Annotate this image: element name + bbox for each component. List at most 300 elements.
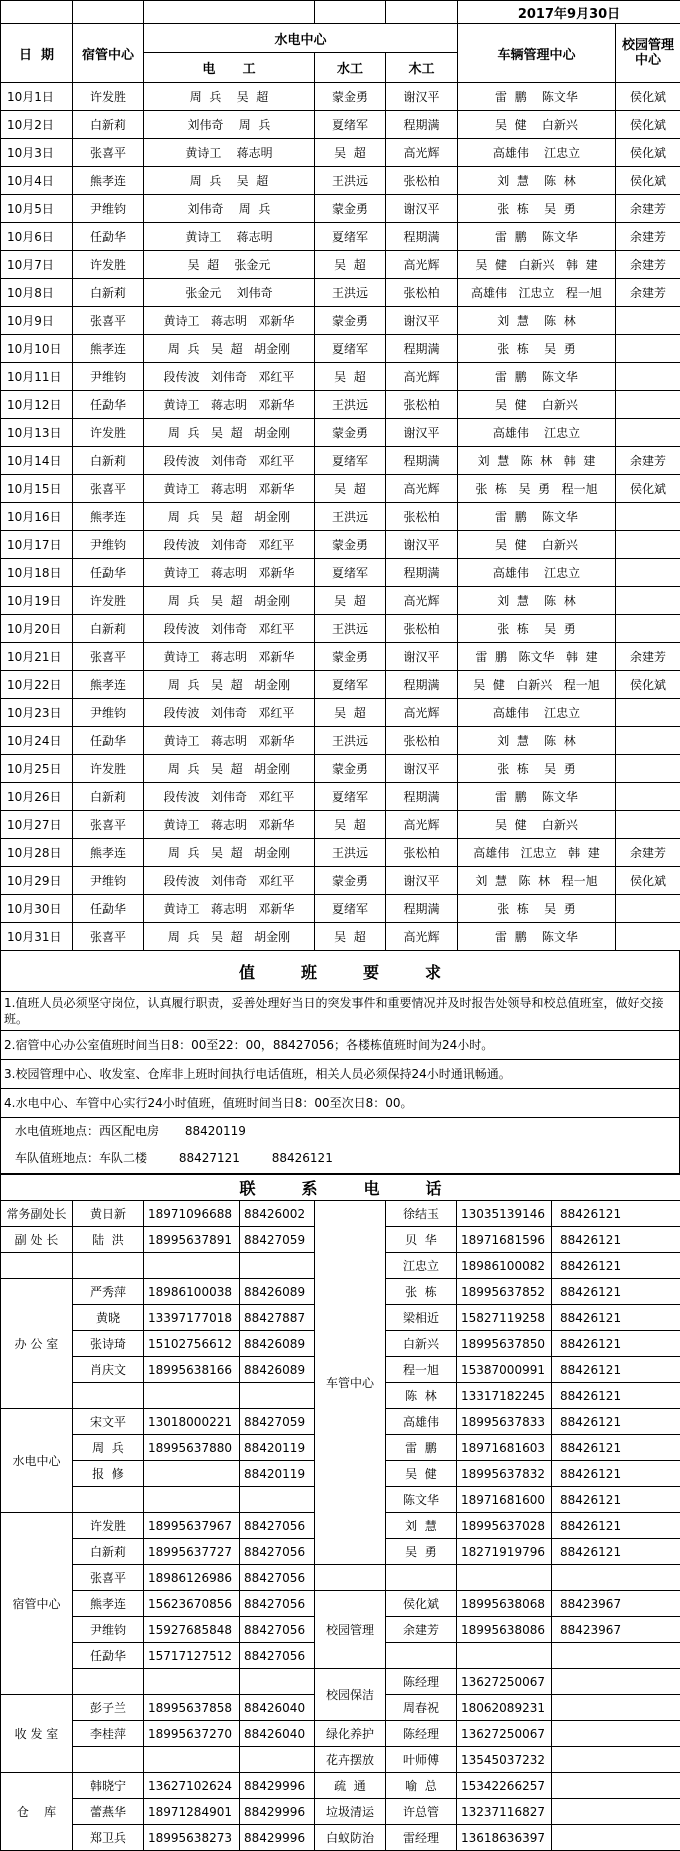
- dorm-duty: 尹维钧: [73, 531, 144, 559]
- contact-mobile: 13545037232: [457, 1747, 552, 1773]
- vehicle-duty: 刘 慧 陈 林: [458, 587, 616, 615]
- contact-phone: [240, 1747, 315, 1773]
- campus-duty: [616, 895, 680, 923]
- dorm-duty: 任勐华: [73, 727, 144, 755]
- contact-dept: [315, 1565, 386, 1591]
- duty-date: 10月14日: [1, 447, 73, 475]
- contact-name: 黄日新: [73, 1201, 144, 1227]
- vehicle-duty: 高雄伟 江忠立: [458, 139, 616, 167]
- dorm-duty: 张喜平: [73, 811, 144, 839]
- contact-name: [73, 1487, 144, 1513]
- vehicle-duty: 张 栋 吴 勇 程一旭: [458, 475, 616, 503]
- contact-row: [1, 1591, 680, 1617]
- contact-phone: 88423967: [552, 1617, 680, 1643]
- contact-mobile: [144, 1461, 240, 1487]
- carpenter-duty: 程期满: [386, 447, 458, 475]
- dorm-duty: 白新莉: [73, 615, 144, 643]
- schedule-row: [1, 839, 680, 867]
- carpenter-duty: 程期满: [386, 783, 458, 811]
- electrician-duty: 黄诗工 蒋志明 邓新华: [144, 811, 315, 839]
- plumber-duty: 蒙金勇: [315, 755, 386, 783]
- requirement-item: 2.宿管中心办公室值班时间当日8：00至22：00，88427056；各楼栋值班时间为24小时。: [1, 1031, 680, 1060]
- sub-header-electrician: 电 工: [144, 53, 315, 83]
- vehicle-duty: 高雄伟 江忠立 程一旭: [458, 279, 616, 307]
- plumber-duty: 蒙金勇: [315, 307, 386, 335]
- campus-duty: 侯化斌: [616, 83, 680, 111]
- water-elec-duty-location: [1, 1118, 680, 1144]
- contact-mobile: 15623670856: [144, 1591, 240, 1617]
- contact-name: 张 栋: [386, 1279, 457, 1305]
- contact-name: 周 兵: [73, 1435, 144, 1461]
- plumber-duty: 夏绪军: [315, 559, 386, 587]
- schedule-row: [1, 447, 680, 475]
- duty-date: 10月11日: [1, 363, 73, 391]
- duty-date: 10月30日: [1, 895, 73, 923]
- duty-date: 10月9日: [1, 307, 73, 335]
- contact-phone: 88426121: [552, 1383, 680, 1409]
- contact-name: 彭子兰: [73, 1695, 144, 1721]
- contact-name: 叶师傅: [386, 1747, 457, 1773]
- campus-duty: [616, 923, 680, 951]
- electrician-duty: 段传波 刘伟奇 邓红平: [144, 447, 315, 475]
- contact-name: 李桂萍: [73, 1721, 144, 1747]
- duty-date: 10月12日: [1, 391, 73, 419]
- contact-name: 高雄伟: [386, 1409, 457, 1435]
- schedule-row: [1, 335, 680, 363]
- duty-date: 10月17日: [1, 531, 73, 559]
- contact-phone: 88426121: [552, 1279, 680, 1305]
- duty-date: 10月23日: [1, 699, 73, 727]
- dorm-duty: 白新莉: [73, 447, 144, 475]
- campus-duty: 余建芳: [616, 643, 680, 671]
- electrician-duty: 黄诗工 蒋志明 邓新华: [144, 391, 315, 419]
- contact-dept: 校园管理: [315, 1591, 386, 1669]
- duty-date: 10月28日: [1, 839, 73, 867]
- campus-duty: [616, 727, 680, 755]
- contact-name: 张诗琦: [73, 1331, 144, 1357]
- contact-mobile: 15342266257: [457, 1773, 552, 1799]
- campus-duty: 侯化斌: [616, 475, 680, 503]
- carpenter-duty: 张松柏: [386, 839, 458, 867]
- duty-date: 10月29日: [1, 867, 73, 895]
- duty-date: 10月22日: [1, 671, 73, 699]
- sub-header-carpenter: 木工: [386, 53, 458, 83]
- plumber-duty: 蒙金勇: [315, 83, 386, 111]
- col-header-dorm: 宿管中心: [73, 24, 144, 83]
- vehicle-duty: 雷 鹏 陈文华: [458, 83, 616, 111]
- schedule-row: [1, 83, 680, 111]
- schedule-row: [1, 867, 680, 895]
- contact-name: [73, 1747, 144, 1773]
- contact-name: 任勐华: [73, 1643, 144, 1669]
- carpenter-duty: 高光辉: [386, 363, 458, 391]
- requirement-item: 4.水电中心、车管中心实行24小时值班，值班时间当日8：00至次日8：00。: [1, 1089, 680, 1118]
- plumber-duty: 蒙金勇: [315, 195, 386, 223]
- contact-name: 吴 健: [386, 1461, 457, 1487]
- carpenter-duty: 高光辉: [386, 139, 458, 167]
- duty-date: 10月27日: [1, 811, 73, 839]
- contact-row: [1, 1721, 680, 1747]
- contact-mobile: 18971284901: [144, 1799, 240, 1825]
- dorm-duty: 张喜平: [73, 923, 144, 951]
- dorm-duty: 许发胜: [73, 755, 144, 783]
- contact-mobile: 18986100038: [144, 1279, 240, 1305]
- contact-mobile: 15927685848: [144, 1617, 240, 1643]
- contact-phone: [552, 1669, 680, 1695]
- electrician-duty: 周 兵 吴 超: [144, 83, 315, 111]
- contact-phone: 88427059: [240, 1409, 315, 1435]
- plumber-duty: 王洪远: [315, 727, 386, 755]
- dorm-duty: 尹维钧: [73, 699, 144, 727]
- campus-duty: [616, 699, 680, 727]
- contact-name: 喻 总: [386, 1773, 457, 1799]
- contact-name: 雷经理: [386, 1825, 457, 1851]
- vehicle-duty: 吴 健 白新兴: [458, 811, 616, 839]
- schedule-row: [1, 587, 680, 615]
- carpenter-duty: 高光辉: [386, 251, 458, 279]
- duty-date: 10月31日: [1, 923, 73, 951]
- electrician-duty: 黄诗工 蒋志明 邓新华: [144, 559, 315, 587]
- plumber-duty: 吴 超: [315, 811, 386, 839]
- contact-dept: 办 公 室: [1, 1279, 73, 1409]
- contact-phone: 88426089: [240, 1357, 315, 1383]
- duty-date: 10月20日: [1, 615, 73, 643]
- contact-phone: 88426089: [240, 1331, 315, 1357]
- document-date: 2017年9月30日: [458, 1, 680, 24]
- vehicle-duty: 吴 健 白新兴: [458, 531, 616, 559]
- contact-name: [73, 1383, 144, 1409]
- requirements-section: [0, 951, 680, 1174]
- schedule-row: [1, 139, 680, 167]
- contact-phone: 88427056: [240, 1565, 315, 1591]
- contact-dept: 白蚁防治: [315, 1825, 386, 1851]
- electrician-duty: 周 兵 吴 超 胡金刚: [144, 671, 315, 699]
- contact-phone: 88426121: [552, 1357, 680, 1383]
- contact-phone: 88426121: [552, 1201, 680, 1227]
- contact-row: [1, 1669, 680, 1695]
- contact-name: 陈 林: [386, 1383, 457, 1409]
- electrician-duty: 黄诗工 蒋志明 邓新华: [144, 643, 315, 671]
- contact-name: 程一旭: [386, 1357, 457, 1383]
- carpenter-duty: 高光辉: [386, 587, 458, 615]
- campus-duty: 侯化斌: [616, 167, 680, 195]
- contact-dept: 绿化养护: [315, 1721, 386, 1747]
- contact-mobile: [144, 1669, 240, 1695]
- contact-name: 郑卫兵: [73, 1825, 144, 1851]
- duty-date: 10月18日: [1, 559, 73, 587]
- contact-phone: 88426121: [552, 1409, 680, 1435]
- campus-duty: [616, 531, 680, 559]
- contact-mobile: [457, 1565, 552, 1591]
- contacts-table: [0, 1174, 680, 1851]
- contact-phone: 88420119: [240, 1435, 315, 1461]
- contact-name: 江忠立: [386, 1253, 457, 1279]
- contact-name: 蕾燕华: [73, 1799, 144, 1825]
- electrician-duty: 黄诗工 蒋志明 邓新华: [144, 475, 315, 503]
- contact-mobile: 18995638086: [457, 1617, 552, 1643]
- campus-duty: 侯化斌: [616, 867, 680, 895]
- duty-date: 10月7日: [1, 251, 73, 279]
- plumber-duty: 蒙金勇: [315, 867, 386, 895]
- electrician-duty: 周 兵 吴 超 胡金刚: [144, 839, 315, 867]
- campus-duty: [616, 587, 680, 615]
- vehicle-duty: 雷 鹏 陈文华: [458, 223, 616, 251]
- contact-name: [386, 1643, 457, 1669]
- contact-name: 许发胜: [73, 1513, 144, 1539]
- vehicle-duty: 吴 健 白新兴: [458, 391, 616, 419]
- contact-mobile: 18995637833: [457, 1409, 552, 1435]
- contact-mobile: 18971681600: [457, 1487, 552, 1513]
- col-header-campus: 校园管理中心: [616, 24, 680, 83]
- campus-duty: [616, 363, 680, 391]
- plumber-duty: 夏绪军: [315, 223, 386, 251]
- plumber-duty: 王洪远: [315, 391, 386, 419]
- electrician-duty: 段传波 刘伟奇 邓红平: [144, 699, 315, 727]
- campus-duty: [616, 783, 680, 811]
- contact-mobile: 18995638166: [144, 1357, 240, 1383]
- contact-mobile: 18971096688: [144, 1201, 240, 1227]
- col-header-date: 日 期: [1, 24, 73, 83]
- plumber-duty: 吴 超: [315, 699, 386, 727]
- contact-mobile: 18995637858: [144, 1695, 240, 1721]
- schedule-row: [1, 811, 680, 839]
- plumber-duty: 吴 超: [315, 475, 386, 503]
- contact-phone: 88426121: [552, 1487, 680, 1513]
- contact-phone: [240, 1383, 315, 1409]
- campus-duty: 余建芳: [616, 251, 680, 279]
- vehicle-duty: 高雄伟 江忠立: [458, 559, 616, 587]
- vehicle-duty: 张 栋 吴 勇: [458, 615, 616, 643]
- contact-phone: 88426121: [552, 1227, 680, 1253]
- dorm-duty: 白新莉: [73, 783, 144, 811]
- location-phone: 88427121: [179, 1151, 240, 1165]
- contact-mobile: 13397177018: [144, 1305, 240, 1331]
- contact-phone: 88420119: [240, 1461, 315, 1487]
- contact-name: 白新莉: [73, 1539, 144, 1565]
- contact-mobile: 13627250067: [457, 1669, 552, 1695]
- requirements-title: 值班要求: [1, 951, 680, 992]
- contact-phone: 88426040: [240, 1695, 315, 1721]
- contact-name: 报 修: [73, 1461, 144, 1487]
- contact-name: 梁相近: [386, 1305, 457, 1331]
- contact-mobile: [144, 1253, 240, 1279]
- dorm-duty: 尹维钧: [73, 363, 144, 391]
- electrician-duty: 黄诗工 蒋志明 邓新华: [144, 895, 315, 923]
- carpenter-duty: 程期满: [386, 895, 458, 923]
- electrician-duty: 段传波 刘伟奇 邓红平: [144, 531, 315, 559]
- contact-phone: 88427887: [240, 1305, 315, 1331]
- schedule-row: [1, 475, 680, 503]
- duty-date: 10月3日: [1, 139, 73, 167]
- plumber-duty: 吴 超: [315, 363, 386, 391]
- dorm-duty: 熊孝连: [73, 671, 144, 699]
- contact-phone: 88427056: [240, 1591, 315, 1617]
- schedule-row: [1, 363, 680, 391]
- campus-duty: [616, 811, 680, 839]
- contacts-title: 联系电话: [1, 1175, 680, 1201]
- dorm-duty: 尹维钧: [73, 867, 144, 895]
- location-label: 车队值班地点：车队二楼: [15, 1151, 147, 1165]
- contact-phone: [552, 1825, 680, 1851]
- contact-name: 刘 慧: [386, 1513, 457, 1539]
- electrician-duty: 周 兵 吴 超 胡金刚: [144, 503, 315, 531]
- schedule-row: [1, 615, 680, 643]
- plumber-duty: 夏绪军: [315, 783, 386, 811]
- contact-phone: 88426121: [552, 1435, 680, 1461]
- duty-date: 10月15日: [1, 475, 73, 503]
- contact-phone: [552, 1747, 680, 1773]
- electrician-duty: 黄诗工 蒋志明: [144, 139, 315, 167]
- schedule-row: [1, 895, 680, 923]
- plumber-duty: 夏绪军: [315, 335, 386, 363]
- contact-mobile: 18995637832: [457, 1461, 552, 1487]
- contact-phone: 88426121: [552, 1539, 680, 1565]
- dorm-duty: 任勐华: [73, 391, 144, 419]
- vehicle-duty: 高雄伟 江忠立 韩 建: [458, 839, 616, 867]
- contact-dept: 水电中心: [1, 1409, 73, 1513]
- plumber-duty: 王洪远: [315, 839, 386, 867]
- dorm-duty: 尹维钧: [73, 195, 144, 223]
- contact-mobile: 18995637852: [457, 1279, 552, 1305]
- duty-date: 10月6日: [1, 223, 73, 251]
- contact-dept: 花卉摆放: [315, 1747, 386, 1773]
- plumber-duty: 夏绪军: [315, 447, 386, 475]
- schedule-row: [1, 279, 680, 307]
- duty-date: 10月26日: [1, 783, 73, 811]
- dorm-duty: 张喜平: [73, 307, 144, 335]
- contact-mobile: 18995638068: [457, 1591, 552, 1617]
- contact-phone: 88426002: [240, 1201, 315, 1227]
- plumber-duty: 夏绪军: [315, 111, 386, 139]
- contact-mobile: 18995637967: [144, 1513, 240, 1539]
- contact-mobile: [144, 1383, 240, 1409]
- contact-name: 白新兴: [386, 1331, 457, 1357]
- contact-mobile: 18995637270: [144, 1721, 240, 1747]
- contact-phone: 88426121: [552, 1513, 680, 1539]
- dorm-duty: 熊孝连: [73, 503, 144, 531]
- contact-mobile: 15827119258: [457, 1305, 552, 1331]
- contact-phone: 88427056: [240, 1643, 315, 1669]
- dorm-duty: 任勐华: [73, 895, 144, 923]
- contact-mobile: 18986100082: [457, 1253, 552, 1279]
- dorm-duty: 许发胜: [73, 419, 144, 447]
- campus-duty: [616, 335, 680, 363]
- vehicle-duty: 张 栋 吴 勇: [458, 195, 616, 223]
- contact-phone: 88423967: [552, 1591, 680, 1617]
- requirement-item: 1.值班人员必须坚守岗位，认真履行职责，妥善处理好当日的突发事件和重要情况并及时报告处领导和校总值班室，做好交接班。: [1, 992, 680, 1031]
- carpenter-duty: 谢汉平: [386, 643, 458, 671]
- electrician-duty: 张金元 刘伟奇: [144, 279, 315, 307]
- contact-name: [73, 1669, 144, 1695]
- blank-cell: [1, 1, 73, 24]
- carpenter-duty: 谢汉平: [386, 195, 458, 223]
- vehicle-duty: 吴 健 白新兴 程一旭: [458, 671, 616, 699]
- contact-name: 侯化斌: [386, 1591, 457, 1617]
- dorm-duty: 熊孝连: [73, 167, 144, 195]
- dorm-duty: 许发胜: [73, 251, 144, 279]
- duty-date: 10月21日: [1, 643, 73, 671]
- contact-name: 肖庆文: [73, 1357, 144, 1383]
- contact-rows: [1, 1201, 680, 1851]
- contact-mobile: 13627102624: [144, 1773, 240, 1799]
- contact-phone: [552, 1565, 680, 1591]
- location-phone: 88426121: [272, 1151, 333, 1165]
- duty-date: 10月19日: [1, 587, 73, 615]
- plumber-duty: 吴 超: [315, 139, 386, 167]
- contact-phone: 88427056: [240, 1617, 315, 1643]
- dorm-duty: 熊孝连: [73, 335, 144, 363]
- schedule-row: [1, 419, 680, 447]
- contact-mobile: [457, 1643, 552, 1669]
- dorm-duty: 许发胜: [73, 83, 144, 111]
- contact-row: [1, 1799, 680, 1825]
- contact-phone: [552, 1799, 680, 1825]
- carpenter-duty: 程期满: [386, 111, 458, 139]
- campus-duty: 侯化斌: [616, 111, 680, 139]
- vehicle-duty: 刘 慧 陈 林: [458, 727, 616, 755]
- contact-phone: [552, 1695, 680, 1721]
- dorm-duty: 熊孝连: [73, 839, 144, 867]
- plumber-duty: 蒙金勇: [315, 643, 386, 671]
- plumber-duty: 王洪远: [315, 167, 386, 195]
- blank-cell: [73, 1, 144, 24]
- contact-dept: 副 处 长: [1, 1227, 73, 1253]
- schedule-row: [1, 111, 680, 139]
- contact-mobile: 13237116827: [457, 1799, 552, 1825]
- duty-date: 10月25日: [1, 755, 73, 783]
- contact-mobile: 13627250067: [457, 1721, 552, 1747]
- electrician-duty: 周 兵 吴 超 胡金刚: [144, 923, 315, 951]
- campus-duty: 侯化斌: [616, 139, 680, 167]
- vehicle-duty: 雷 鹏 陈文华: [458, 783, 616, 811]
- carpenter-duty: 高光辉: [386, 923, 458, 951]
- electrician-duty: 刘伟奇 周 兵: [144, 111, 315, 139]
- contact-row: [1, 1747, 680, 1773]
- duty-date: 10月4日: [1, 167, 73, 195]
- contact-name: 雷 鹏: [386, 1435, 457, 1461]
- electrician-duty: 周 兵 吴 超: [144, 167, 315, 195]
- electrician-duty: 周 兵 吴 超 胡金刚: [144, 587, 315, 615]
- contact-name: 许总管: [386, 1799, 457, 1825]
- contact-phone: [240, 1253, 315, 1279]
- electrician-duty: 段传波 刘伟奇 邓红平: [144, 615, 315, 643]
- vehicle-duty: 刘 慧 陈 林 程一旭: [458, 867, 616, 895]
- schedule-row: [1, 307, 680, 335]
- schedule-row: [1, 251, 680, 279]
- vehicle-duty: 雷 鹏 陈文华: [458, 923, 616, 951]
- contact-name: [386, 1565, 457, 1591]
- contact-phone: 88426121: [552, 1253, 680, 1279]
- contact-phone: 88426040: [240, 1721, 315, 1747]
- contact-row: [1, 1565, 680, 1591]
- electrician-duty: 段传波 刘伟奇 邓红平: [144, 363, 315, 391]
- contact-name: 宋文平: [73, 1409, 144, 1435]
- dorm-duty: 张喜平: [73, 643, 144, 671]
- location-phone: 88420119: [185, 1124, 246, 1138]
- dorm-duty: 许发胜: [73, 587, 144, 615]
- dorm-duty: 白新莉: [73, 279, 144, 307]
- contact-mobile: 18995637028: [457, 1513, 552, 1539]
- contact-name: 吴 勇: [386, 1539, 457, 1565]
- campus-duty: 余建芳: [616, 279, 680, 307]
- blank-cell: [315, 1, 386, 24]
- plumber-duty: 吴 超: [315, 923, 386, 951]
- contact-phone: 88429996: [240, 1799, 315, 1825]
- vehicle-duty: 刘 慧 陈 林: [458, 167, 616, 195]
- contact-mobile: [144, 1747, 240, 1773]
- vehicle-duty: 张 栋 吴 勇: [458, 335, 616, 363]
- contact-phone: 88427056: [240, 1539, 315, 1565]
